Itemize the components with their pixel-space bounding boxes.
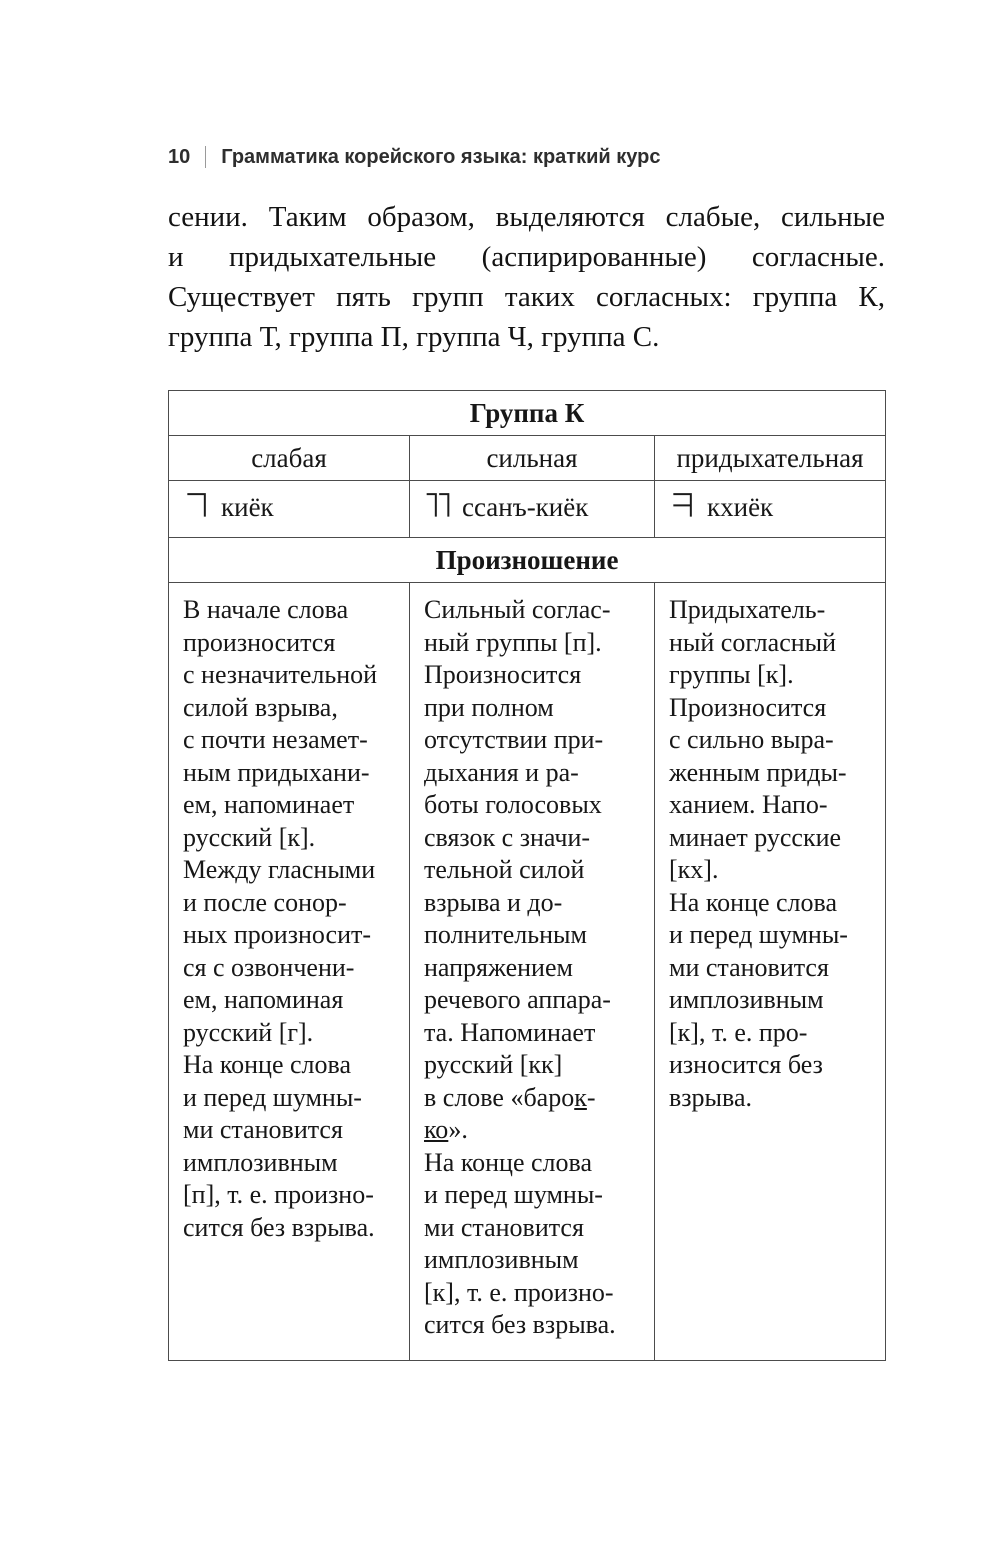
- pronunciation-header-row: [169, 538, 886, 583]
- text-line: В начале слова: [183, 595, 349, 624]
- text-line: с почти незамет-: [183, 725, 368, 754]
- text-line: группа Т, группа П, группа Ч, группа С.: [168, 321, 660, 353]
- letter-name-strong: ссанъ-киёк: [462, 492, 589, 522]
- text-line: ся с озвончени-: [183, 952, 355, 982]
- text-line: [к], т. е. про-: [669, 1017, 808, 1047]
- hangul-kieuk-icon: [669, 490, 696, 528]
- text-line: [п], т. е. произно-: [183, 1180, 374, 1209]
- text-line: и перед шумны-: [424, 1180, 603, 1209]
- letter-name-aspirated: кхиёк: [707, 492, 774, 522]
- text-line: та. Напоминает: [424, 1017, 596, 1047]
- intro-paragraph: [168, 197, 885, 357]
- table-title: Группа К: [169, 391, 886, 436]
- text-line: ных произносит-: [183, 920, 372, 949]
- text-line: Придыхатель-: [669, 595, 826, 624]
- text-line: износится без: [669, 1050, 823, 1079]
- text-line: и перед шумны-: [183, 1082, 362, 1112]
- letter-row: [169, 481, 886, 538]
- text-line: Между гласными: [183, 855, 376, 884]
- text-line: имплозивным: [183, 1147, 338, 1177]
- text-line: ми становится: [183, 1115, 343, 1144]
- text-line: русский [к].: [183, 822, 316, 852]
- text-line: [кх].: [669, 855, 719, 884]
- column-header-row: [169, 436, 886, 481]
- text-line: в слове «барок-: [424, 1082, 596, 1112]
- page-content: [168, 145, 885, 1361]
- column-header-aspirated: придыхательная: [655, 436, 886, 481]
- text-line: с сильно выра-: [669, 725, 834, 754]
- letter-cell-strong: [410, 481, 655, 538]
- text-line: группы [к].: [669, 660, 794, 689]
- text-line: женным приды-: [669, 757, 847, 787]
- letter-cell-aspirated: [655, 481, 886, 538]
- text-line: русский [кк]: [424, 1050, 563, 1079]
- page-header: [168, 145, 885, 169]
- text-line: На конце слова: [183, 1050, 351, 1079]
- pronunciation-strong: [410, 583, 655, 1361]
- text-line: полнительным: [424, 920, 587, 949]
- header-divider: [205, 146, 206, 168]
- hangul-giyeok-icon: [183, 490, 210, 528]
- pronunciation-weak: [169, 583, 410, 1361]
- text-line: сится без взрыва.: [183, 1212, 375, 1242]
- header-title: Грамматика корейского языка: краткий курс: [221, 146, 661, 168]
- text-line: и после сонор-: [183, 887, 347, 917]
- text-line: ми становится: [669, 952, 829, 982]
- text-line: сении. Таким образом, выделяются слабые, сильные: [168, 201, 885, 233]
- text-line: тельной силой: [424, 855, 585, 884]
- text-line: отсутствии при-: [424, 725, 604, 754]
- text-line: имплозивным: [424, 1245, 579, 1274]
- text-line: ханием. Напо-: [669, 790, 828, 819]
- text-line: и перед шумны-: [669, 920, 848, 949]
- text-line: речевого аппара-: [424, 985, 611, 1014]
- text-line: Существует пять групп таких согласных: группа К,: [168, 281, 885, 313]
- text-line: дыхания и ра-: [424, 757, 579, 787]
- text-line: ми становится: [424, 1212, 584, 1242]
- text-line: взрыва.: [669, 1082, 752, 1112]
- pronunciation-aspirated: [655, 583, 886, 1361]
- text-line: ем, напоминая: [183, 985, 344, 1014]
- page-number: 10: [168, 146, 191, 168]
- text-line: Произносится: [424, 660, 582, 689]
- text-line: На конце слова: [669, 887, 837, 917]
- text-line: взрыва и до-: [424, 887, 563, 917]
- text-line: [к], т. е. произно-: [424, 1277, 614, 1307]
- group-k-table: [168, 390, 886, 1361]
- text-line: русский [г].: [183, 1017, 314, 1047]
- text-line: Произносится: [669, 692, 827, 722]
- hangul-ssang-giyeok-icon: [424, 490, 451, 528]
- letter-name-weak: киёк: [221, 492, 274, 522]
- text-line: Сильный соглас-: [424, 595, 611, 624]
- text-line: напряжением: [424, 952, 573, 982]
- text-line: при полном: [424, 692, 554, 722]
- column-header-weak: слабая: [169, 436, 410, 481]
- text-line: ным придыхани-: [183, 757, 370, 787]
- text-line: боты голосовых: [424, 790, 602, 819]
- text-line: имплозивным: [669, 985, 824, 1014]
- text-line: ный группы [п].: [424, 627, 602, 657]
- letter-cell-weak: [169, 481, 410, 538]
- text-line: связок с значи-: [424, 822, 591, 852]
- text-line: На конце слова: [424, 1147, 592, 1177]
- text-line: и придыхательные (аспирированные) согласные.: [168, 241, 885, 273]
- text-line: ем, напоминает: [183, 790, 355, 819]
- column-header-strong: сильная: [410, 436, 655, 481]
- text-line: ный согласный: [669, 627, 837, 657]
- text-line: произносится: [183, 627, 336, 657]
- text-line: ко».: [424, 1115, 468, 1144]
- text-line: минает русские: [669, 822, 842, 852]
- pronunciation-row: [169, 583, 886, 1361]
- text-line: с незначительной: [183, 660, 378, 689]
- pronunciation-header: Произношение: [169, 538, 886, 583]
- text-line: сится без взрыва.: [424, 1310, 616, 1339]
- table-title-row: [169, 391, 886, 436]
- text-line: силой взрыва,: [183, 692, 338, 722]
